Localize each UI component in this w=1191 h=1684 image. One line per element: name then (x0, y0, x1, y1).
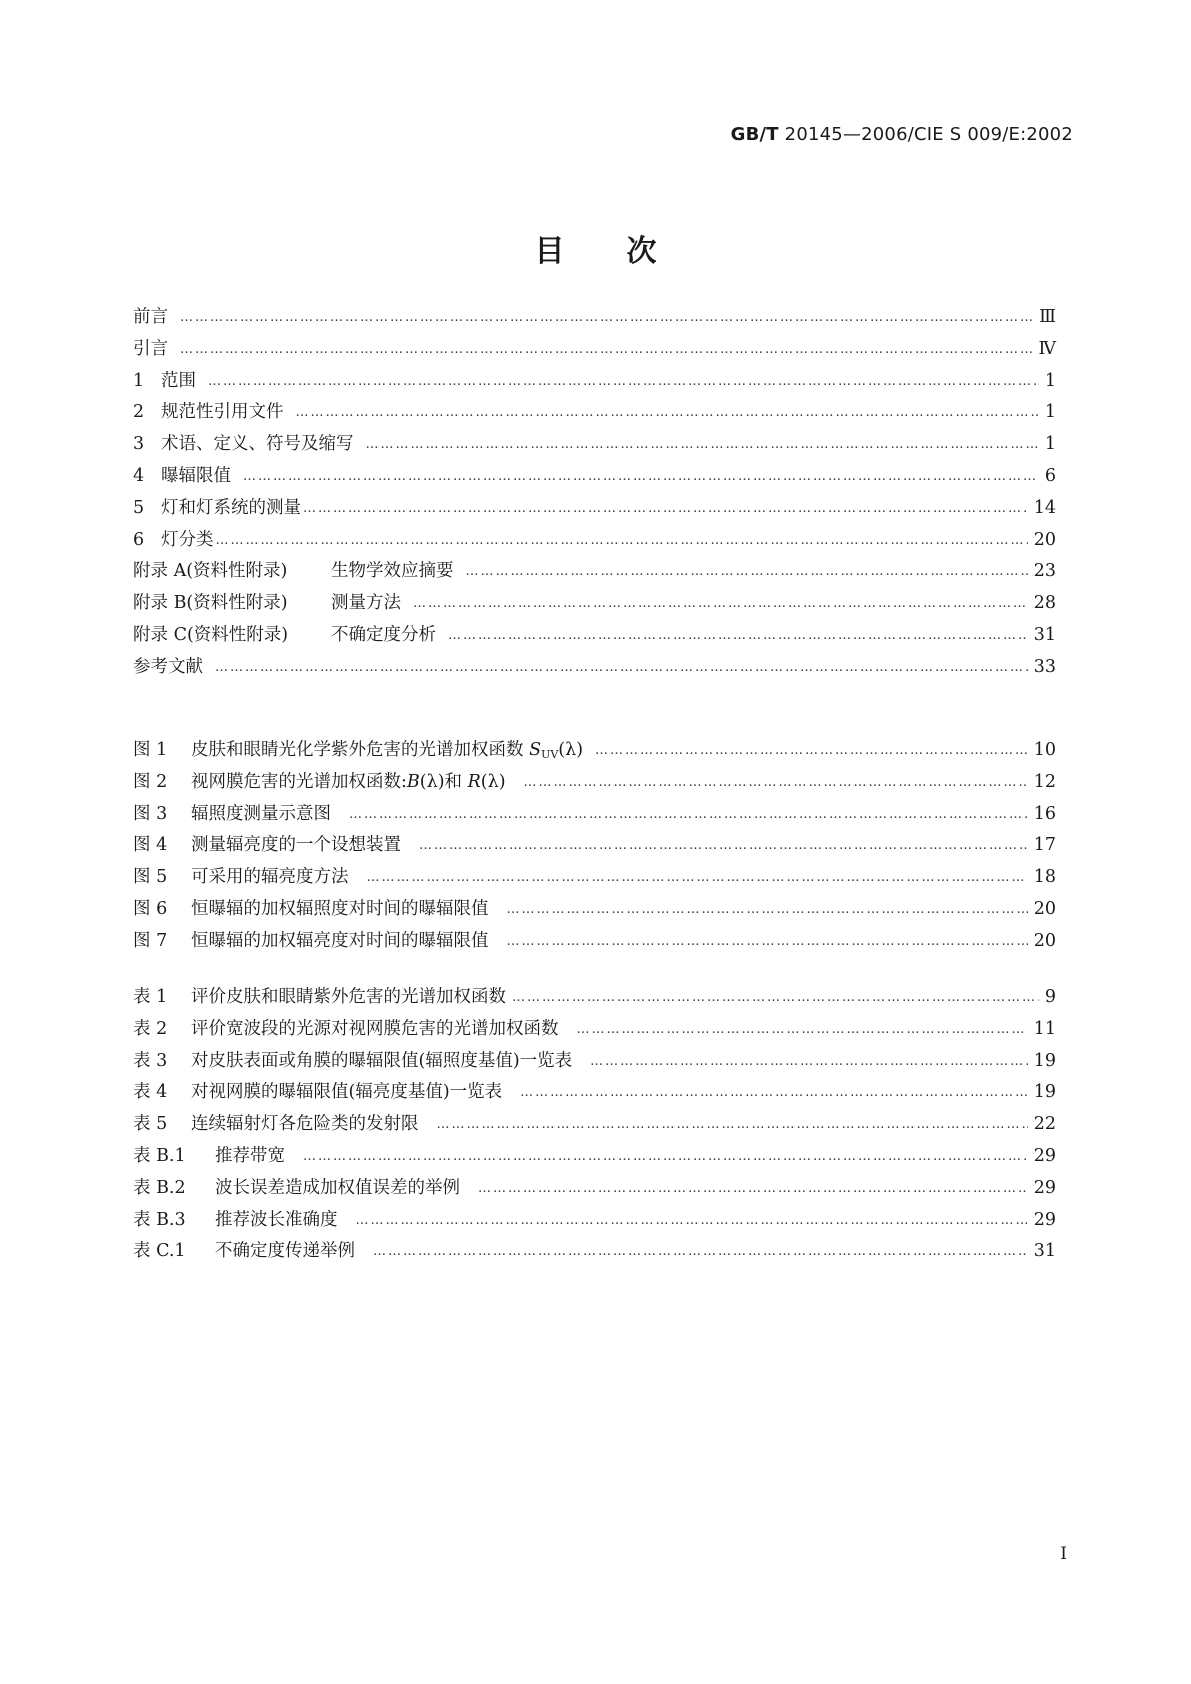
toc-table-1[interactable] (133, 983, 1056, 1015)
toc-figure-3[interactable] (133, 800, 1056, 832)
toc-entry-label: 评价宽波段的光源对视网膜危害的光谱加权函数 (191, 1018, 559, 1039)
toc-entry-annex-a[interactable] (133, 557, 1056, 589)
toc-entry-bibliography[interactable] (133, 653, 1056, 685)
toc-entry-page: 22 (1033, 1114, 1056, 1135)
toc-entry-label: 范围 (161, 370, 196, 391)
toc-figure-2[interactable] (133, 768, 1056, 800)
toc-entry-number: 附录 C(资料性附录) (133, 624, 289, 645)
toc-entry-label: 对皮肤表面或角膜的曝辐限值(辐照度基值)一览表 (191, 1050, 573, 1071)
toc-entry-page: 19 (1033, 1050, 1056, 1071)
toc-table-4[interactable] (133, 1078, 1056, 1110)
toc-entry-number: 3 (133, 434, 145, 455)
toc-entry-number: 表 C.1 (133, 1241, 186, 1262)
toc-entry-number: 图 7 (133, 930, 168, 951)
toc-entry-scope[interactable] (133, 367, 1056, 399)
page-title-right: 次 (626, 234, 657, 269)
toc-figure-4[interactable] (133, 831, 1056, 863)
toc-table-5[interactable] (133, 1110, 1056, 1142)
toc-entry-page: Ⅲ (1039, 307, 1056, 327)
toc-entry-page: 1 (1044, 370, 1056, 391)
page-title-left: 目 (534, 234, 565, 269)
toc-table-3[interactable] (133, 1047, 1056, 1079)
toc-figure-6[interactable] (133, 895, 1056, 927)
toc-entry-label: 规范性引用文件 (161, 402, 284, 423)
toc-entry-page: 1 (1044, 402, 1056, 423)
toc-entry-page: 1 (1044, 434, 1056, 455)
toc-entry-page: Ⅳ (1038, 338, 1056, 359)
toc-entry-number: 表 B.1 (133, 1145, 186, 1166)
toc-table-b1[interactable] (133, 1142, 1056, 1174)
toc-table-b3[interactable] (133, 1206, 1056, 1238)
toc-entry-label: 恒曝辐的加权辐照度对时间的曝辐限值 (191, 898, 489, 919)
toc-figure-7[interactable] (133, 927, 1056, 959)
toc-entry-number: 表 B.2 (133, 1177, 186, 1198)
toc-entry-label: 术语、定义、符号及缩写 (161, 434, 354, 455)
toc-entry-number: 图 6 (133, 898, 168, 919)
standard-code-prefix: GB/T (730, 124, 779, 145)
toc-entry-label: 测量辐亮度的一个设想装置 (191, 835, 401, 856)
toc-tables (133, 983, 1056, 1269)
toc-entry-page: 29 (1033, 1209, 1056, 1230)
toc-entry-page: 16 (1033, 803, 1056, 824)
toc-entry-label: 灯分类 (161, 529, 214, 550)
toc-figures (133, 736, 1056, 959)
toc-entry-page: 23 (1033, 561, 1056, 582)
toc-entry-number: 附录 B(资料性附录) (133, 593, 288, 614)
toc-entry-number: 图 2 (133, 771, 168, 792)
toc-entry-introduction[interactable] (133, 335, 1056, 367)
toc-entry-number: 表 B.3 (133, 1209, 186, 1230)
toc-entry-page: 31 (1033, 1241, 1056, 1262)
toc-entry-classification[interactable] (133, 526, 1056, 558)
toc-entry-label: 推荐带宽 (215, 1145, 285, 1166)
toc-entry-page: 14 (1033, 497, 1056, 518)
toc-entry-annex-c[interactable] (133, 621, 1056, 653)
standard-code (731, 124, 1073, 145)
toc-entry-label: 灯和灯系统的测量 (161, 497, 301, 518)
toc-entry-number: 2 (133, 402, 145, 423)
toc-entry-page: 6 (1044, 465, 1056, 486)
toc-entry-number: 图 4 (133, 835, 168, 856)
toc-entry-number: 5 (133, 497, 145, 518)
toc-entry-number: 表 3 (133, 1050, 168, 1071)
toc-entry-label: 不确定度传递举例 (215, 1241, 355, 1262)
toc-entry-measurement[interactable] (133, 494, 1056, 526)
toc-entry-label: 前言 (133, 307, 168, 327)
toc-entry-label: 曝辐限值 (161, 465, 231, 486)
toc-entry-label: 生物学效应摘要 (331, 561, 454, 582)
toc-entry-page: 12 (1033, 771, 1056, 792)
toc-table-2[interactable] (133, 1015, 1056, 1047)
toc-entry-terms[interactable] (133, 430, 1056, 462)
toc-entry-label: 辐照度测量示意图 (191, 803, 331, 824)
toc-entry-label: 连续辐射灯各危险类的发射限 (191, 1114, 419, 1135)
toc-entry-label: 可采用的辐亮度方法 (191, 867, 349, 888)
standard-code-number: 20145—2006/CIE S 009/E:2002 (778, 124, 1073, 145)
toc-entry-page: 18 (1033, 867, 1056, 888)
toc-table-b2[interactable] (133, 1174, 1056, 1206)
toc-entry-page: 20 (1033, 930, 1056, 951)
toc-entry-page: 29 (1033, 1177, 1056, 1198)
toc-entry-page: 19 (1033, 1082, 1056, 1103)
toc-table-c1[interactable] (133, 1237, 1056, 1269)
toc-entry-number: 表 1 (133, 987, 168, 1007)
toc-entry-page: 31 (1033, 624, 1056, 645)
toc-entry-label: 视网膜危害的光谱加权函数:B(λ)和 R(λ) (191, 771, 506, 792)
toc-entry-page: 9 (1044, 987, 1056, 1007)
toc-entry-number: 4 (133, 465, 145, 486)
page-title (0, 226, 1191, 270)
toc-entry-page: 10 (1033, 740, 1056, 760)
toc-entry-page: 20 (1033, 529, 1056, 550)
toc-entry-label: 测量方法 (331, 593, 401, 614)
toc-entry-label: 引言 (133, 338, 168, 359)
toc-entry-page: 29 (1033, 1145, 1056, 1166)
toc-entry-number: 1 (133, 370, 145, 391)
toc-entry-page: 11 (1033, 1018, 1056, 1039)
toc-entry-number: 表 4 (133, 1082, 168, 1103)
toc-figure-5[interactable] (133, 863, 1056, 895)
toc-entry-number: 表 5 (133, 1114, 168, 1135)
toc-main (133, 303, 1056, 685)
toc-entry-number: 6 (133, 529, 145, 550)
toc-entry-label: 波长误差造成加权值误差的举例 (215, 1177, 460, 1198)
toc-entry-exposure-limits[interactable] (133, 462, 1056, 494)
toc-entry-annex-b[interactable] (133, 589, 1056, 621)
toc-entry-page: 28 (1033, 593, 1056, 614)
toc-entry-label: 推荐波长准确度 (215, 1209, 338, 1230)
page-number: I (1060, 1544, 1067, 1564)
toc-entry-number: 图 1 (133, 740, 168, 760)
toc-entry-number: 表 2 (133, 1018, 168, 1039)
toc-entry-label: 皮肤和眼睛光化学紫外危害的光谱加权函数 $S_{UV}(\lambda)$ (191, 740, 584, 761)
toc-entry-label: 对视网膜的曝辐限值(辐亮度基值)一览表 (191, 1082, 503, 1103)
toc-entry-label: 评价皮肤和眼睛紫外危害的光谱加权函数 (191, 987, 506, 1007)
toc-entry-foreword[interactable] (133, 303, 1056, 335)
toc-entry-number: 图 5 (133, 867, 168, 888)
toc-figure-1[interactable] (133, 736, 1056, 768)
toc-entry-number: 图 3 (133, 803, 168, 824)
toc-entry-number: 附录 A(资料性附录) (133, 561, 288, 582)
toc-entry-page: 33 (1033, 656, 1056, 677)
toc-entry-page: 20 (1033, 898, 1056, 919)
toc-entry-label: 不确定度分析 (331, 624, 436, 645)
toc-entry-normative-references[interactable] (133, 398, 1056, 430)
toc-entry-label: 参考文献 (133, 656, 203, 677)
toc-entry-label: 恒曝辐的加权辐亮度对时间的曝辐限值 (191, 930, 489, 951)
toc-entry-page: 17 (1033, 835, 1056, 856)
